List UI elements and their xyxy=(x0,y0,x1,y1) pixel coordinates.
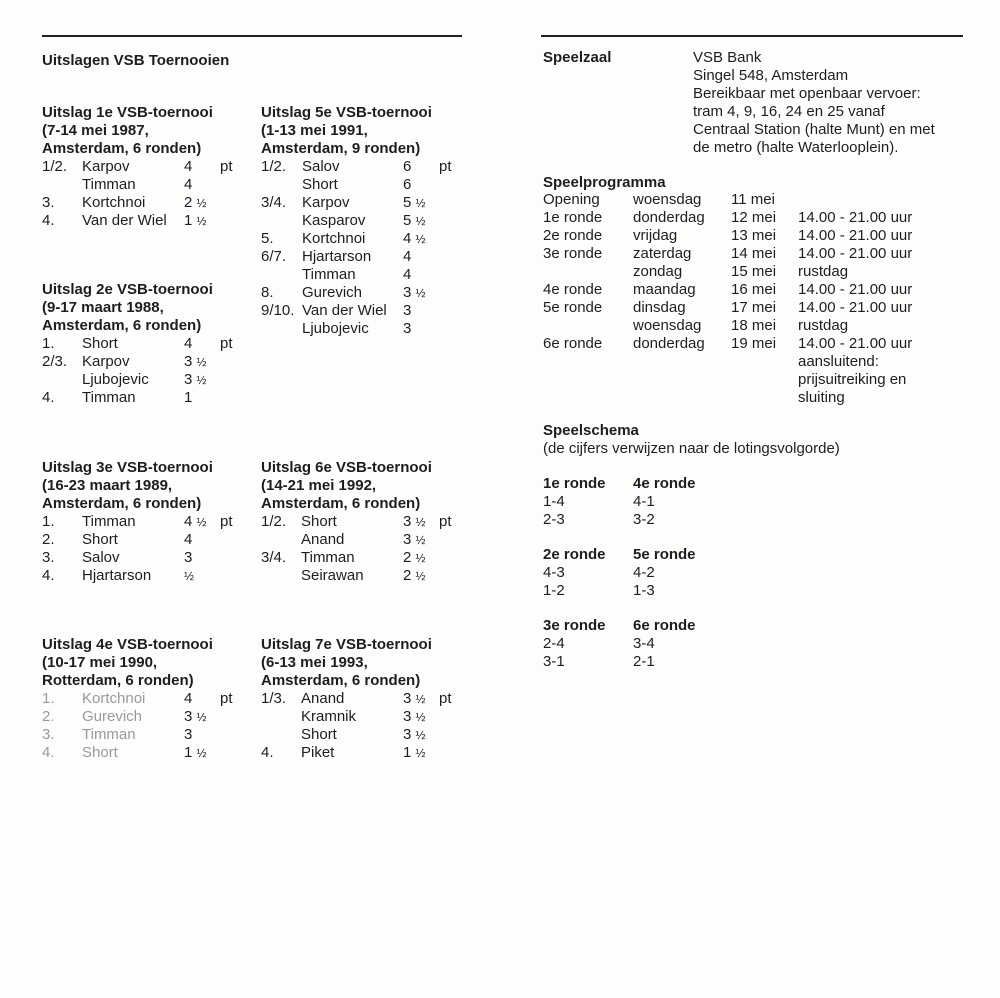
score: 4 xyxy=(184,531,193,548)
half-fraction: ½ xyxy=(415,515,426,529)
score: 4 xyxy=(403,248,412,265)
program-date: 19 mei xyxy=(731,335,777,352)
player-name: Gurevich xyxy=(302,284,363,301)
program-day: woensdag xyxy=(633,191,702,208)
player-name: Ljubojevic xyxy=(82,371,149,388)
score: 3 ½ xyxy=(403,284,426,301)
program-date: 14 mei xyxy=(731,245,777,262)
schema-pair-row xyxy=(543,653,743,671)
player-name: Gurevich xyxy=(82,708,143,725)
points-unit: pt xyxy=(220,335,233,352)
score: 3 ½ xyxy=(403,708,426,725)
tournament-title: Amsterdam, 6 ronden) xyxy=(261,495,421,512)
rank: 1/2. xyxy=(42,158,68,175)
half-fraction: ½ xyxy=(415,551,426,565)
result-row xyxy=(261,690,471,708)
program-title: Speelprogramma xyxy=(543,174,666,191)
schema-pair: 3-4 xyxy=(633,635,655,652)
result-row xyxy=(42,549,252,567)
program-time: prijsuitreiking en xyxy=(798,371,907,388)
player-name: Short xyxy=(82,531,118,548)
tournament-title: (16-23 maart 1989, xyxy=(42,477,173,494)
program-round: 2e ronde xyxy=(543,227,603,244)
schema-round-title: 4e ronde xyxy=(633,475,696,492)
result-row xyxy=(261,266,471,284)
rank: 4. xyxy=(42,744,55,761)
half-fraction: ½ xyxy=(196,746,207,760)
schema-subtitle: (de cijfers verwijzen naar de lotingsvolgorde) xyxy=(543,440,840,457)
tournament-title: (10-17 mei 1990, xyxy=(42,654,158,671)
program-round: Opening xyxy=(543,191,600,208)
player-name: Kramnik xyxy=(301,708,357,725)
result-row xyxy=(261,284,471,302)
result-row xyxy=(42,744,252,762)
program-row xyxy=(543,335,963,353)
schema-pair: 3-1 xyxy=(543,653,565,670)
program-day: woensdag xyxy=(633,317,702,334)
program-day: donderdag xyxy=(633,335,705,352)
rank: 5. xyxy=(261,230,274,247)
tournament-title: Amsterdam, 6 ronden) xyxy=(42,140,202,157)
half-fraction: ½ xyxy=(415,728,426,742)
rank: 3. xyxy=(42,194,55,211)
player-name: Anand xyxy=(301,690,345,707)
result-row xyxy=(261,708,471,726)
program-row xyxy=(543,299,963,317)
result-row xyxy=(261,230,471,248)
score xyxy=(184,567,194,585)
schema-block-3 xyxy=(543,617,743,671)
rank: 3/4. xyxy=(261,549,287,566)
rank: 4. xyxy=(42,389,55,406)
score: 2 ½ xyxy=(403,567,426,584)
half-fraction: ½ xyxy=(415,569,426,583)
score: 4 xyxy=(184,690,193,707)
score: 3 ½ xyxy=(403,726,426,743)
program-round: 4e ronde xyxy=(543,281,603,298)
venue-line: tram 4, 9, 16, 24 en 25 vanaf xyxy=(693,103,885,120)
program-date: 16 mei xyxy=(731,281,777,298)
result-row xyxy=(42,726,252,744)
program-day: maandag xyxy=(633,281,696,298)
program-time: 14.00 - 21.00 uur xyxy=(798,245,913,262)
score: 5 ½ xyxy=(403,212,426,229)
venue-line: Singel 548, Amsterdam xyxy=(693,67,849,84)
program-date: 18 mei xyxy=(731,317,777,334)
rank: 1/3. xyxy=(261,690,287,707)
schema-pair-row xyxy=(543,564,743,582)
program-row xyxy=(543,353,963,371)
half-fraction: ½ xyxy=(415,286,426,300)
tournament-title: Uitslag 3e VSB-toernooi xyxy=(42,459,213,476)
tournament-title: (6-13 mei 1993, xyxy=(261,654,368,671)
half-fraction: ½ xyxy=(415,710,426,724)
program-round: 3e ronde xyxy=(543,245,603,262)
result-row xyxy=(42,176,252,194)
tournament-1 xyxy=(42,104,252,230)
program-row xyxy=(543,209,963,227)
score: 4 ½ xyxy=(403,230,426,247)
program-date: 15 mei xyxy=(731,263,777,280)
schema-pair: 1-2 xyxy=(543,582,565,599)
program-date: 11 mei xyxy=(731,191,775,208)
half-fraction: ½ xyxy=(196,355,207,369)
page-title: Uitslagen VSB Toernooien xyxy=(42,52,230,69)
rank: 2/3. xyxy=(42,353,68,370)
result-row xyxy=(42,708,252,726)
player-name: Salov xyxy=(302,158,340,175)
tournament-title: Uitslag 7e VSB-toernooi xyxy=(261,636,432,653)
rank: 4. xyxy=(261,744,274,761)
tournament-title: (14-21 mei 1992, xyxy=(261,477,377,494)
half-fraction: ½ xyxy=(415,533,426,547)
schema-pair: 4-1 xyxy=(633,493,655,510)
program-day: vrijdag xyxy=(633,227,678,244)
score: 3 ½ xyxy=(184,353,207,370)
program-day: donderdag xyxy=(633,209,705,226)
schema-round-titles xyxy=(543,546,743,564)
player-name: Short xyxy=(82,744,118,761)
score: 4 ½ xyxy=(184,513,207,530)
schema-pair: 1-4 xyxy=(543,493,565,510)
score: 3 xyxy=(403,320,412,337)
schema-pair: 2-3 xyxy=(543,511,565,528)
result-row xyxy=(42,353,252,371)
schema-round-titles xyxy=(543,475,743,493)
tournament-title: Rotterdam, 6 ronden) xyxy=(42,672,194,689)
result-row xyxy=(261,212,471,230)
left-top-rule xyxy=(42,35,462,37)
result-row xyxy=(261,320,471,338)
points-unit: pt xyxy=(439,158,452,175)
player-name: Karpov xyxy=(82,158,130,175)
program-time: 14.00 - 21.00 uur xyxy=(798,335,913,352)
tournament-title: Uitslag 6e VSB-toernooi xyxy=(261,459,432,476)
result-row xyxy=(42,531,252,549)
tournament-7 xyxy=(261,636,471,762)
player-name: Timman xyxy=(82,389,136,406)
score: 5 ½ xyxy=(403,194,426,211)
score: 3 ½ xyxy=(403,690,426,707)
score: 1 xyxy=(184,389,193,406)
schema-round-title: 5e ronde xyxy=(633,546,696,563)
result-row xyxy=(261,549,471,567)
program-time: 14.00 - 21.00 uur xyxy=(798,227,913,244)
player-name: Hjartarson xyxy=(82,567,152,584)
player-name: Timman xyxy=(302,266,356,283)
result-row xyxy=(261,744,471,762)
schema-round-title: 1e ronde xyxy=(543,475,606,492)
program-row xyxy=(543,389,963,407)
player-name: Short xyxy=(302,176,338,193)
program-row xyxy=(543,227,963,245)
program-round: 6e ronde xyxy=(543,335,603,352)
schema-pair: 4-2 xyxy=(633,564,655,581)
program-date: 12 mei xyxy=(731,209,777,226)
player-name: Kasparov xyxy=(302,212,366,229)
points-unit: pt xyxy=(220,690,233,707)
program-day: dinsdag xyxy=(633,299,686,316)
points-unit: pt xyxy=(439,513,452,530)
tournament-title: (9-17 maart 1988, xyxy=(42,299,164,316)
venue-line: Bereikbaar met openbaar vervoer: xyxy=(693,85,921,102)
score: 1 ½ xyxy=(184,744,207,761)
program-round: 1e ronde xyxy=(543,209,603,226)
schema-round-title: 2e ronde xyxy=(543,546,606,563)
rank: 2. xyxy=(42,708,55,725)
score: 3 ½ xyxy=(403,531,426,548)
venue-line: VSB Bank xyxy=(693,49,762,66)
program-time: 14.00 - 21.00 uur xyxy=(798,209,913,226)
score: 3 ½ xyxy=(403,513,426,530)
result-row xyxy=(42,690,252,708)
half-fraction: ½ xyxy=(184,569,194,583)
schema-pair: 2-1 xyxy=(633,653,655,670)
schema-pair-row xyxy=(543,511,743,529)
schema-round-title: 6e ronde xyxy=(633,617,696,634)
schema-pair: 1-3 xyxy=(633,582,655,599)
rank: 3. xyxy=(42,726,55,743)
program-time: sluiting xyxy=(798,389,845,406)
rank: 1. xyxy=(42,690,55,707)
score: 4 xyxy=(184,335,193,352)
player-name: Kortchnoi xyxy=(302,230,366,247)
result-row xyxy=(42,212,252,230)
result-row xyxy=(42,194,252,212)
program-day: zondag xyxy=(633,263,683,280)
player-name: Karpov xyxy=(82,353,130,370)
rank: 8. xyxy=(261,284,274,301)
half-fraction: ½ xyxy=(415,232,426,246)
result-row xyxy=(42,371,252,389)
player-name: Seirawan xyxy=(301,567,364,584)
points-unit: pt xyxy=(439,690,452,707)
schema-round-titles xyxy=(543,617,743,635)
schema-pair: 4-3 xyxy=(543,564,565,581)
score: 3 xyxy=(184,726,193,743)
score: 4 xyxy=(403,266,412,283)
points-unit: pt xyxy=(220,513,233,530)
schema-pair-row xyxy=(543,635,743,653)
program-day: zaterdag xyxy=(633,245,692,262)
player-name: Kortchnoi xyxy=(82,690,146,707)
score: 1 ½ xyxy=(403,744,426,761)
result-row xyxy=(261,726,471,744)
score: 4 xyxy=(184,176,193,193)
player-name: Short xyxy=(82,335,118,352)
program-row xyxy=(543,317,963,335)
tournament-title: Uitslag 4e VSB-toernooi xyxy=(42,636,213,653)
schema-round-title: 3e ronde xyxy=(543,617,606,634)
result-row xyxy=(42,513,252,531)
tournament-title: Uitslag 2e VSB-toernooi xyxy=(42,281,213,298)
schema-block-2 xyxy=(543,546,743,600)
score: 4 xyxy=(184,158,193,175)
tournament-title: (1-13 mei 1991, xyxy=(261,122,368,139)
half-fraction: ½ xyxy=(415,214,426,228)
rank: 4. xyxy=(42,567,55,584)
program-table xyxy=(543,191,963,407)
program-row xyxy=(543,281,963,299)
half-fraction: ½ xyxy=(196,710,207,724)
player-name: Short xyxy=(301,726,337,743)
program-row xyxy=(543,371,963,389)
player-name: Kortchnoi xyxy=(82,194,146,211)
half-fraction: ½ xyxy=(196,214,207,228)
player-name: Piket xyxy=(301,744,335,761)
schema-pair-row xyxy=(543,493,743,511)
player-name: Short xyxy=(301,513,337,530)
score: 3 xyxy=(184,549,193,566)
half-fraction: ½ xyxy=(196,373,207,387)
program-time: rustdag xyxy=(798,263,849,280)
rank: 2. xyxy=(42,531,55,548)
rank: 6/7. xyxy=(261,248,287,265)
result-row xyxy=(42,567,252,585)
score: 2 ½ xyxy=(403,549,426,566)
half-fraction: ½ xyxy=(196,196,207,210)
program-time: rustdag xyxy=(798,317,849,334)
program-row xyxy=(543,245,963,263)
right-top-rule xyxy=(541,35,963,37)
schema-block-1 xyxy=(543,475,743,529)
player-name: Salov xyxy=(82,549,120,566)
program-round: 5e ronde xyxy=(543,299,603,316)
result-row xyxy=(261,302,471,320)
result-row xyxy=(42,389,252,407)
player-name: Van der Wiel xyxy=(302,302,387,319)
result-row xyxy=(261,567,471,585)
rank: 1/2. xyxy=(261,158,287,175)
player-name: Timman xyxy=(82,176,136,193)
tournament-title: Amsterdam, 6 ronden) xyxy=(42,495,202,512)
half-fraction: ½ xyxy=(415,746,426,760)
score: 1 ½ xyxy=(184,212,207,229)
points-unit: pt xyxy=(220,158,233,175)
player-name: Hjartarson xyxy=(302,248,372,265)
player-name: Timman xyxy=(301,549,355,566)
player-name: Ljubojevic xyxy=(302,320,369,337)
program-time: 14.00 - 21.00 uur xyxy=(798,281,913,298)
rank: 1. xyxy=(42,335,55,352)
result-row xyxy=(261,158,471,176)
tournament-title: Amsterdam, 9 ronden) xyxy=(261,140,421,157)
rank: 3/4. xyxy=(261,194,287,211)
rank: 3. xyxy=(42,549,55,566)
result-row xyxy=(261,194,471,212)
player-name: Karpov xyxy=(302,194,350,211)
player-name: Timman xyxy=(82,726,136,743)
result-row xyxy=(261,531,471,549)
venue-address xyxy=(693,49,973,157)
player-name: Van der Wiel xyxy=(82,212,167,229)
score: 6 xyxy=(403,158,412,175)
result-row xyxy=(42,158,252,176)
tournament-4 xyxy=(42,636,252,762)
schema-title: Speelschema xyxy=(543,422,639,439)
half-fraction: ½ xyxy=(415,196,426,210)
score: 6 xyxy=(403,176,412,193)
program-time: aansluitend: xyxy=(798,353,879,370)
program-row xyxy=(543,263,963,281)
tournament-title: (7-14 mei 1987, xyxy=(42,122,149,139)
tournament-6 xyxy=(261,459,471,585)
tournament-3 xyxy=(42,459,252,585)
score: 3 ½ xyxy=(184,708,207,725)
tournament-title: Uitslag 5e VSB-toernooi xyxy=(261,104,432,121)
venue-label: Speelzaal xyxy=(543,49,612,66)
program-date: 17 mei xyxy=(731,299,777,316)
rank: 9/10. xyxy=(261,302,295,319)
result-row xyxy=(261,176,471,194)
result-row xyxy=(261,248,471,266)
result-row xyxy=(261,513,471,531)
tournament-title: Uitslag 1e VSB-toernooi xyxy=(42,104,213,121)
schema-pair: 3-2 xyxy=(633,511,655,528)
rank: 4. xyxy=(42,212,55,229)
half-fraction: ½ xyxy=(415,692,426,706)
venue-line: Centraal Station (halte Munt) en met xyxy=(693,121,935,138)
score: 3 xyxy=(403,302,412,319)
schema-pair-row xyxy=(543,582,743,600)
tournament-2 xyxy=(42,281,252,407)
half-fraction: ½ xyxy=(196,515,207,529)
program-row xyxy=(543,191,963,209)
program-time: 14.00 - 21.00 uur xyxy=(798,299,913,316)
rank: 1. xyxy=(42,513,55,530)
tournament-title: Amsterdam, 6 ronden) xyxy=(261,672,421,689)
rank: 1/2. xyxy=(261,513,287,530)
tournament-5 xyxy=(261,104,471,338)
tournament-title: Amsterdam, 6 ronden) xyxy=(42,317,202,334)
player-name: Anand xyxy=(301,531,345,548)
result-row xyxy=(42,335,252,353)
schema-pair: 2-4 xyxy=(543,635,565,652)
score: 2 ½ xyxy=(184,194,207,211)
player-name: Timman xyxy=(82,513,136,530)
venue-line: de metro (halte Waterlooplein). xyxy=(693,139,899,156)
score: 3 ½ xyxy=(184,371,207,388)
program-date: 13 mei xyxy=(731,227,777,244)
